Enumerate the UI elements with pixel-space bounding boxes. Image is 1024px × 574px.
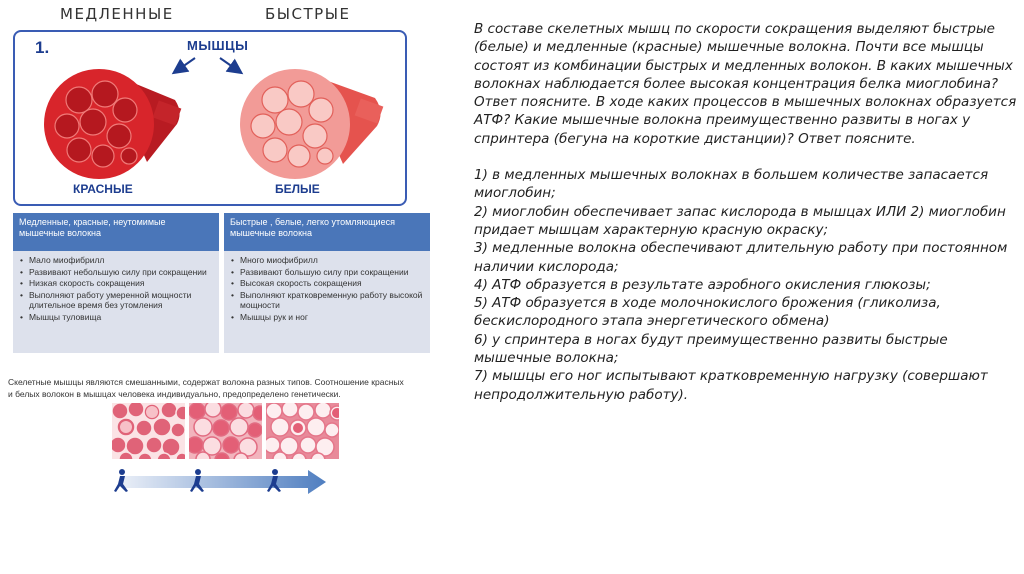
list-item: • Низкая скорость сокращения bbox=[29, 278, 215, 289]
label-white-fibers: БЕЛЫЕ bbox=[275, 182, 320, 196]
tissue-sample-2 bbox=[189, 403, 262, 459]
tissue-sample-1 bbox=[112, 403, 185, 459]
figure-number: 1. bbox=[35, 38, 50, 57]
tissue-sample-3 bbox=[266, 403, 339, 459]
task-text bbox=[474, 20, 1019, 404]
header-fast: БЫСТРЫЕ bbox=[265, 5, 351, 23]
answer-item: 6) у спринтера в ногах будут преимущественно развиты быстрые мышечные волокна; bbox=[474, 331, 948, 367]
answer-item: 5) АТФ образуется в ходе молочнокислого брожения (гликолиза, бескислородного этапа энергетического обмена) bbox=[474, 295, 941, 330]
list-item: • Выполняют кратковременную работу высокой мощности bbox=[240, 290, 426, 311]
answer-item: 3) медленные волокна обеспечивают длительную работу при постоянном наличии кислорода; bbox=[474, 240, 1008, 275]
list-item: • Много миофибрилл bbox=[240, 255, 426, 266]
figure-title: МЫШЦЫ bbox=[187, 38, 249, 53]
header-slow: МЕДЛЕННЫЕ bbox=[60, 5, 174, 23]
fast-card-title: Быстрые , белые, легко утомляющиеся мышечные волокна bbox=[224, 213, 430, 251]
fast-card-list bbox=[224, 255, 430, 322]
answer-item: 2) миоглобин обеспечивает запас кислорода в мышцах ИЛИ 2) миоглобин придает мышцам характерную красную окраску; bbox=[474, 203, 1006, 238]
list-item: • Высокая скорость сокращения bbox=[240, 278, 426, 289]
list-item: • Мышцы рук и ног bbox=[240, 312, 426, 323]
list-item: • Развивают небольшую силу при сокращении bbox=[29, 267, 215, 278]
answer-item: 1) в медленных мышечных волокнах в большем количестве запасается миоглобин; bbox=[474, 167, 989, 202]
list-item: • Мышцы туловища bbox=[29, 312, 215, 323]
list-item: • Выполняют работу умеренной мощности длительное время без утомления bbox=[29, 290, 215, 311]
red-muscle-image bbox=[37, 52, 187, 184]
list-item: • Развивают большую силу при сокращении bbox=[240, 267, 426, 278]
label-red-fibers: КРАСНЫЕ bbox=[73, 182, 133, 196]
fast-fibers-card bbox=[224, 213, 430, 353]
slow-fibers-card bbox=[13, 213, 219, 353]
white-muscle-image bbox=[233, 52, 393, 184]
figure-caption: Скелетные мышцы являются смешанными, содержат волокна разных типов. Соотношение красных и белых волокон в мышцах человека индивидуально, предопределено генетически. bbox=[8, 377, 404, 399]
list-item: • Мало миофибрилл bbox=[29, 255, 215, 266]
question-text: В составе скелетных мышц по скорости сокращения выделяют быстрые (белые) и медленные (красные) мышечные волокна. Почти все мышцы состоят из комбинации быстрых и медленных волокон. В каких мышечных волокнах наблюдается более высокая концентрация белка миоглобина? Ответ поясните. В ходе каких процессов в мышечных волокнах образуется АТФ? Какие мышечные волокна преимущественно развиты в ногах у спринтера (бегуна на короткие дистанции)? Ответ поясните. bbox=[474, 21, 1017, 147]
muscle-figure-panel bbox=[13, 30, 407, 206]
slow-card-list bbox=[13, 255, 219, 322]
answer-item: 4) АТФ образуется в результате аэробного окисления глюкозы; bbox=[474, 276, 931, 293]
slow-card-title: Медленные, красные, неутомимые мышечные волокна bbox=[13, 213, 219, 251]
answer-item: 7) мышцы его ног испытывают кратковременную нагрузку (совершают непродолжительную работу). bbox=[474, 368, 988, 403]
runner-speed-arrow bbox=[112, 467, 332, 497]
